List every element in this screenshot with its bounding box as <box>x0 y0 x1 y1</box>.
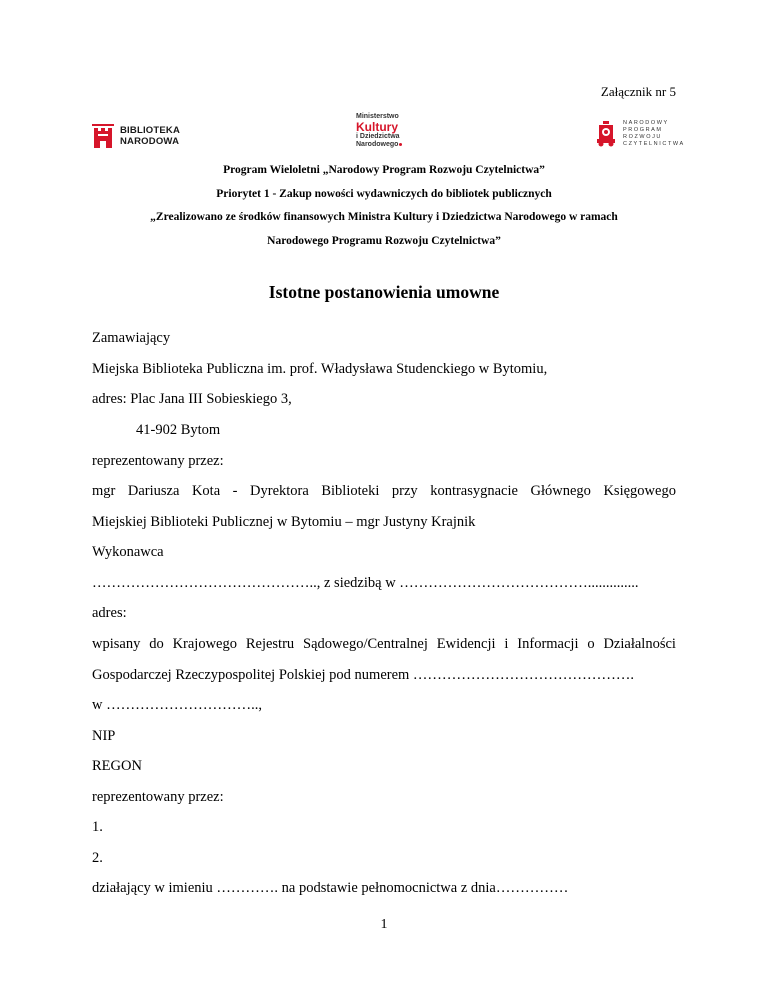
city-line: 41-902 Bytom <box>136 422 221 438</box>
castle-icon <box>92 124 114 148</box>
represented-label: reprezentowany przez: <box>92 453 224 469</box>
nprc-text: NARODOWY PROGRAM ROZWOJU CZYTELNICTWA <box>623 120 685 147</box>
krs-line-1: wpisany do Krajowego Rejestru Sądowego/Centralnej Ewidencji i Informacji o Działalności <box>92 636 676 652</box>
document-title: Istotne postanowienia umowne <box>268 282 500 302</box>
program-line: Program Wieloletni „Narodowy Program Rozwoju Czytelnictwa” <box>223 164 545 176</box>
acting-line: działający w imieniu …………. na podstawie pełnomocnictwa z dnia…………… <box>92 880 569 896</box>
list-item: 2. <box>92 850 103 866</box>
funding-line: „Zrealizowano ze środków finansowych Ministra Kultury i Dziedzictwa Narodowego w ramach <box>150 211 618 223</box>
locomotive-icon <box>596 121 616 147</box>
representative-line-2: Miejskiej Biblioteki Publicznej w Bytomiu – mgr Justyny Krajnik <box>92 514 476 530</box>
ministerstwo-kultury-logo: Ministerstwo Kultury i Dziedzictwa Narodowego <box>356 113 402 148</box>
list-item: 1. <box>92 819 103 835</box>
priority-line: Priorytet 1 - Zakup nowości wydawniczych do bibliotek publicznych <box>216 187 552 200</box>
w-line: w ………………………….., <box>92 697 262 713</box>
krs-line-2: Gospodarczej Rzeczypospolitej Polskiej pod numerem ………………………………………. <box>92 667 635 683</box>
page-number: 1 <box>380 917 388 932</box>
wykonawca-line: ……………………………………….., z siedzibą w ………………………………….............. <box>92 575 639 591</box>
funding-line-2: Narodowego Programu Rozwoju Czytelnictwa” <box>267 234 501 247</box>
zamawiajacy-label: Zamawiający <box>92 330 171 346</box>
biblioteka-narodowa-text: BIBLIOTEKA NARODOWA <box>120 125 181 147</box>
represented-label-2: reprezentowany przez: <box>92 789 224 805</box>
red-dot-icon <box>399 143 402 146</box>
biblioteka-narodowa-logo <box>92 124 180 148</box>
representative-line-1: mgr Dariusza Kota - Dyrektora Biblioteki przy kontrasygnacie Głównego Księgowego <box>92 483 676 499</box>
zamawiajacy-name: Miejska Biblioteka Publiczna im. prof. Władysława Studenckiego w Bytomiu, <box>92 361 548 377</box>
program-header <box>92 162 676 256</box>
regon-label: REGON <box>92 758 142 774</box>
address-line: adres: Plac Jana III Sobieskiego 3, <box>92 391 292 407</box>
nip-label: NIP <box>92 728 116 744</box>
annex-label: Załącznik nr 5 <box>600 84 676 99</box>
adres-label: adres: <box>92 605 127 621</box>
wykonawca-label: Wykonawca <box>92 544 164 560</box>
nprc-logo <box>596 120 685 148</box>
